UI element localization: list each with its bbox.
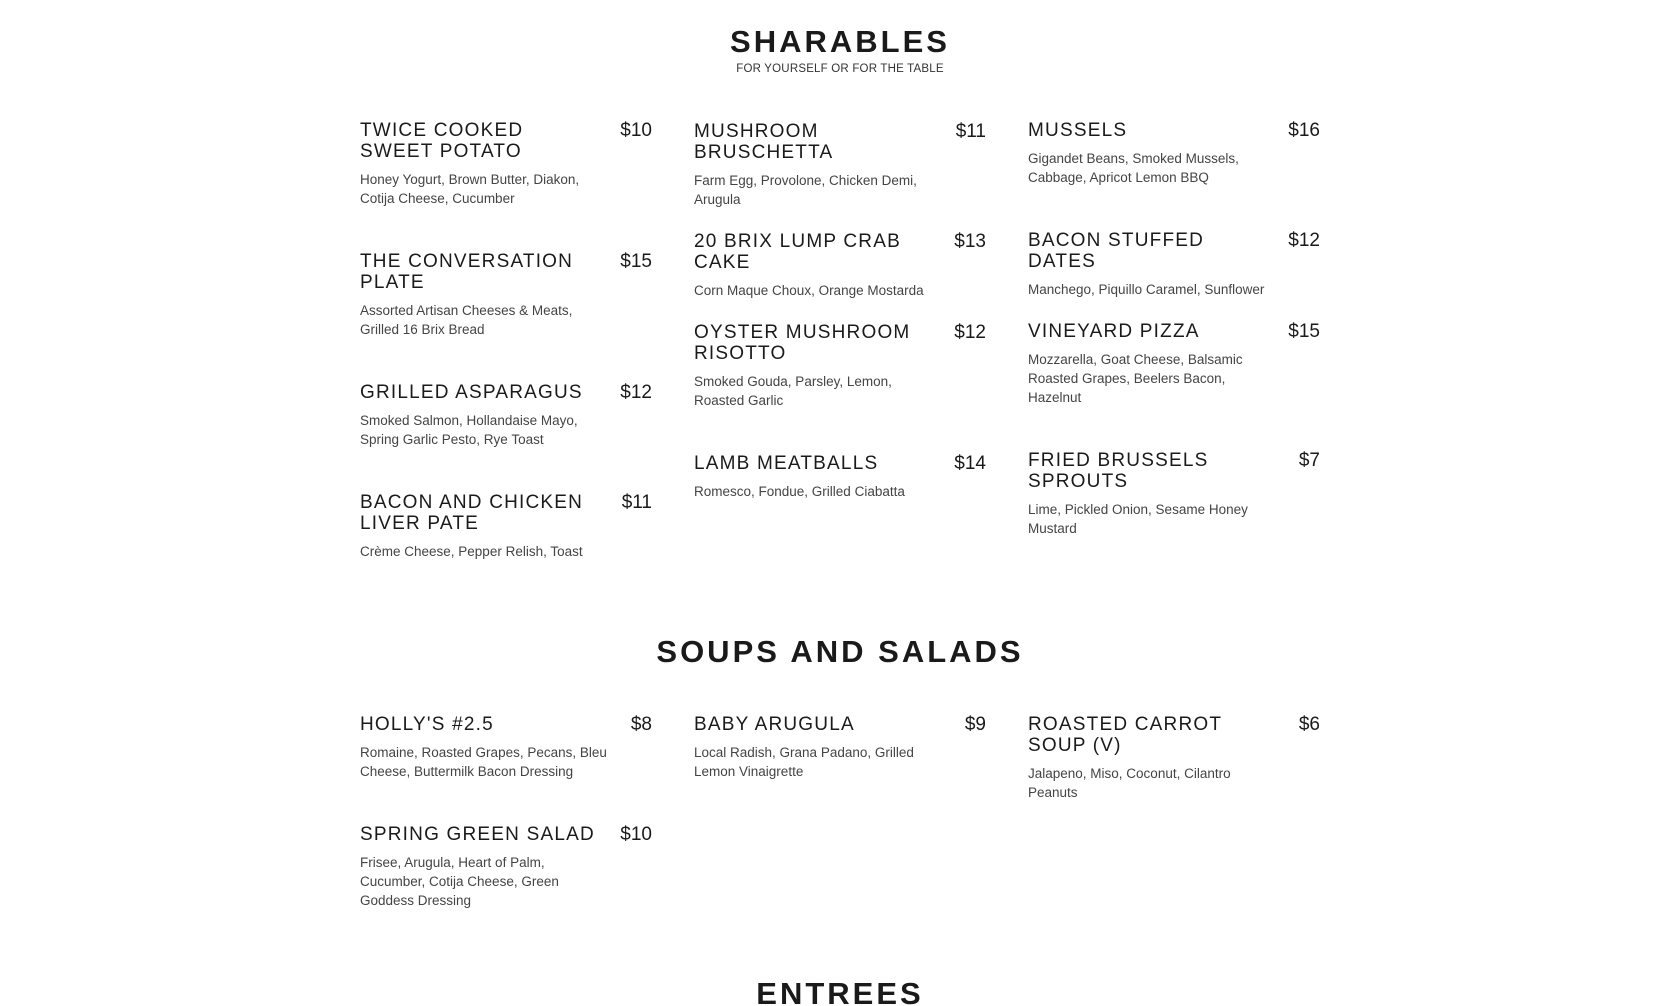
item-name: LAMB MEATBALLS	[694, 453, 879, 474]
section-title-entrees: ENTREES	[756, 976, 924, 1006]
item-description: Gigandet Beans, Smoked Mussels, Cabbage, Apricot Lemon BBQ	[1028, 151, 1239, 185]
item-description: Smoked Salmon, Hollandaise Mayo, Spring Garlic Pesto, Rye Toast	[360, 413, 578, 447]
item-name: 20 BRIX LUMP CRAB CAKE	[694, 231, 901, 273]
item-description: Lime, Pickled Onion, Sesame Honey Mustard	[1028, 502, 1248, 536]
item-description: Crème Cheese, Pepper Relish, Toast	[360, 544, 583, 559]
item-name: OYSTER MUSHROOM RISOTTO	[694, 322, 911, 364]
item-description: Manchego, Piquillo Caramel, Sunflower	[1028, 282, 1265, 297]
item-name: TWICE COOKED SWEET POTATO	[360, 120, 524, 162]
item-price: $8	[630, 714, 652, 735]
item-description: Honey Yogurt, Brown Butter, Diakon, Cotija Cheese, Cucumber	[360, 172, 580, 206]
menu-item	[360, 120, 652, 208]
item-description: Local Radish, Grana Padano, Grilled Lemon Vinaigrette	[694, 745, 914, 779]
item-price: $10	[620, 824, 652, 845]
menu-item	[694, 714, 986, 781]
item-price: $9	[964, 714, 986, 735]
menu-item	[694, 231, 986, 300]
item-price: $12	[1288, 230, 1320, 251]
item-name: MUSHROOM BRUSCHETTA	[694, 121, 834, 163]
menu-item	[1028, 120, 1320, 187]
menu-item	[1028, 321, 1320, 407]
menu-item	[360, 492, 652, 561]
item-name: SPRING GREEN SALAD	[360, 824, 595, 845]
item-description: Farm Egg, Provolone, Chicken Demi, Arugula	[694, 173, 917, 207]
item-price: $7	[1298, 450, 1320, 471]
item-description: Corn Maque Choux, Orange Mostarda	[694, 283, 924, 298]
item-description: Smoked Gouda, Parsley, Lemon, Roasted Garlic	[694, 374, 892, 408]
menu-item	[360, 714, 652, 781]
menu-item	[1028, 230, 1320, 299]
menu-item	[360, 251, 652, 339]
item-name: VINEYARD PIZZA	[1028, 321, 1200, 342]
menu-item	[1028, 450, 1320, 538]
item-name: MUSSELS	[1028, 120, 1128, 141]
item-name: BACON AND CHICKEN LIVER PATE	[360, 492, 584, 534]
section-title-sharables: SHARABLES	[730, 24, 950, 59]
menu-item	[694, 322, 986, 410]
section-subtitle-sharables: FOR YOURSELF OR FOR THE TABLE	[736, 63, 944, 75]
item-name: GRILLED ASPARAGUS	[360, 382, 583, 403]
item-name: BACON STUFFED DATES	[1028, 230, 1205, 272]
item-price: $14	[954, 453, 986, 474]
item-description: Frisee, Arugula, Heart of Palm, Cucumber, Cotija Cheese, Green Goddess Dressing	[360, 855, 559, 908]
menu-item	[1028, 714, 1320, 802]
item-price: $15	[1288, 321, 1320, 342]
item-name: BABY ARUGULA	[694, 714, 855, 735]
menu-item	[694, 453, 986, 501]
menu-item	[694, 121, 986, 209]
item-description: Jalapeno, Miso, Coconut, Cilantro Peanuts	[1028, 766, 1231, 800]
item-description: Assorted Artisan Cheeses & Meats, Grilled 16 Brix Bread	[360, 303, 573, 337]
item-name: ROASTED CARROT SOUP (V)	[1028, 714, 1222, 756]
item-name: HOLLY'S #2.5	[360, 714, 494, 735]
item-description: Romesco, Fondue, Grilled Ciabatta	[694, 484, 905, 499]
item-name: FRIED BRUSSELS SPROUTS	[1028, 450, 1209, 492]
item-price: $6	[1298, 714, 1320, 735]
section-title-soups-and-salads: SOUPS AND SALADS	[656, 634, 1024, 669]
item-price: $10	[620, 120, 652, 141]
item-price: $16	[1288, 120, 1320, 141]
item-price: $11	[955, 121, 986, 142]
item-name: THE CONVERSATION PLATE	[360, 251, 574, 293]
menu-item	[360, 824, 652, 910]
item-description: Mozzarella, Goat Cheese, Balsamic Roasted Grapes, Beelers Bacon, Hazelnut	[1028, 352, 1243, 405]
menu-item	[360, 382, 652, 449]
item-price: $12	[620, 382, 652, 403]
item-price: $13	[954, 231, 986, 252]
item-description: Romaine, Roasted Grapes, Pecans, Bleu Cheese, Buttermilk Bacon Dressing	[360, 745, 607, 779]
item-price: $15	[620, 251, 652, 272]
item-price: $12	[954, 322, 986, 343]
item-price: $11	[621, 492, 652, 513]
